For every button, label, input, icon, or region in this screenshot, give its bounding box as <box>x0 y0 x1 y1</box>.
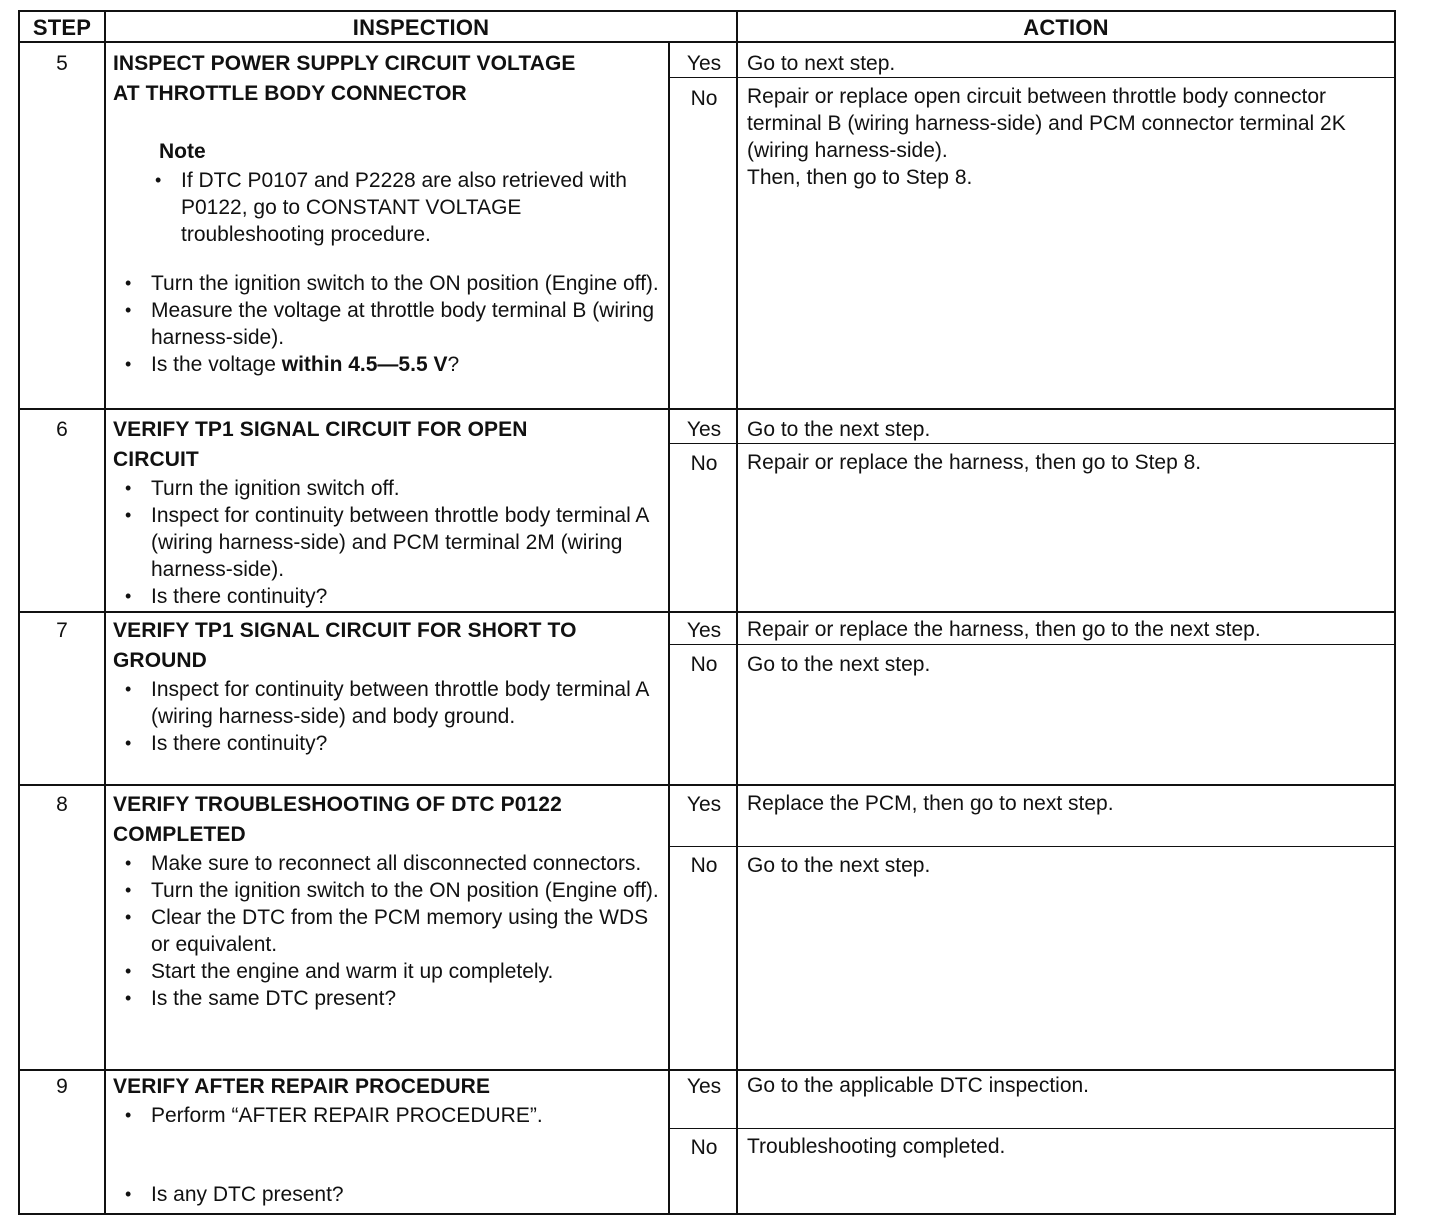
no-action: Troubleshooting completed. <box>747 1135 1006 1158</box>
row-divider <box>20 1069 1394 1071</box>
inspection-cell <box>113 616 663 757</box>
header-action: ACTION <box>1023 15 1109 40</box>
procedure-item: • Turn the ignition switch to the ON position (Engine off). <box>113 877 663 904</box>
yes-no-divider <box>668 846 1394 847</box>
no-label: No <box>690 87 718 110</box>
inspection-cell <box>113 790 663 1012</box>
inspection-cell <box>113 1072 663 1208</box>
yes-no-divider <box>668 644 1394 645</box>
inspection-cell <box>113 415 663 610</box>
step-number: 8 <box>56 793 68 816</box>
yes-action: Go to the applicable DTC inspection. <box>747 1074 1090 1097</box>
procedure-item: • Is any DTC present? <box>113 1181 663 1208</box>
step-title: INSPECT POWER SUPPLY CIRCUIT VOLTAGE <box>113 52 576 75</box>
no-label: No <box>690 452 718 475</box>
yes-label: Yes <box>686 793 722 816</box>
no-action: Repair or replace the harness, then go to Step 8. <box>747 451 1202 474</box>
yes-no-divider <box>668 1128 1394 1129</box>
step-title: VERIFY AFTER REPAIR PROCEDURE <box>113 1075 491 1098</box>
step-number: 5 <box>56 52 68 75</box>
header-inspection: INSPECTION <box>352 15 490 40</box>
header-step: STEP <box>32 15 92 40</box>
procedure-item: • Inspect for continuity between throttle body terminal A (wiring harness-side) and PCM terminal 2M (wiring harness-side). <box>113 502 663 583</box>
note-heading: Note <box>159 140 206 163</box>
step-title: VERIFY TP1 SIGNAL CIRCUIT FOR OPEN <box>113 418 528 441</box>
yes-label: Yes <box>686 1075 722 1098</box>
no-action: Go to the next step. <box>747 653 931 676</box>
row-divider <box>20 784 1394 786</box>
step-number: 9 <box>56 1075 68 1098</box>
step-title: CIRCUIT <box>113 448 199 471</box>
row-divider <box>20 408 1394 410</box>
procedure-item: • Perform “AFTER REPAIR PROCEDURE”. <box>113 1102 663 1129</box>
step-number: 7 <box>56 619 68 642</box>
step-title: GROUND <box>113 649 207 672</box>
inspection-cell <box>113 49 663 378</box>
procedure-item: • Inspect for continuity between throttle body terminal A (wiring harness-side) and body ground. <box>113 676 663 730</box>
no-action: Go to the next step. <box>747 854 931 877</box>
yes-label: Yes <box>686 418 722 441</box>
procedure-item: • Turn the ignition switch to the ON position (Engine off). <box>113 270 663 297</box>
no-label: No <box>690 854 718 877</box>
no-label: No <box>690 1136 718 1159</box>
row-divider <box>20 611 1394 613</box>
no-label: No <box>690 653 718 676</box>
yes-no-divider <box>668 443 1394 444</box>
yes-no-divider <box>668 77 1394 78</box>
step-title: VERIFY TROUBLESHOOTING OF DTC P0122 <box>113 793 562 816</box>
yes-action: Go to next step. <box>747 52 896 75</box>
troubleshooting-table <box>18 10 1396 1215</box>
procedure-item: • Is there continuity? <box>113 583 663 610</box>
procedure-item: • Clear the DTC from the PCM memory using the WDS or equivalent. <box>113 904 663 958</box>
note-item: • If DTC P0107 and P2228 are also retrieved with P0122, go to CONSTANT VOLTAGE troubleshooting procedure. <box>113 167 663 248</box>
header-divider <box>20 41 1394 43</box>
no-action: Repair or replace open circuit between throttle body connector terminal B (wiring harness-side) and PCM connector terminal 2K (wiring harness-side). Then, then go to Step 8. <box>747 85 1346 189</box>
yes-label: Yes <box>686 619 722 642</box>
procedure-item: • Measure the voltage at throttle body terminal B (wiring harness-side). <box>113 297 663 351</box>
yes-action: Repair or replace the harness, then go to the next step. <box>747 618 1261 641</box>
yes-label: Yes <box>686 52 722 75</box>
step-title: AT THROTTLE BODY CONNECTOR <box>113 82 467 105</box>
yes-action: Go to the next step. <box>747 418 931 441</box>
step-number: 6 <box>56 418 68 441</box>
step-title: COMPLETED <box>113 823 246 846</box>
procedure-item: • Make sure to reconnect all disconnected connectors. <box>113 850 663 877</box>
procedure-item: • Is the same DTC present? <box>113 985 663 1012</box>
yes-action: Replace the PCM, then go to next step. <box>747 792 1114 815</box>
procedure-item: • Turn the ignition switch off. <box>113 475 663 502</box>
procedure-item: • Is the voltage within 4.5—5.5 V? <box>113 351 663 378</box>
procedure-item: • Start the engine and warm it up completely. <box>113 958 663 985</box>
step-title: VERIFY TP1 SIGNAL CIRCUIT FOR SHORT TO <box>113 619 577 642</box>
procedure-item: • Is there continuity? <box>113 730 663 757</box>
